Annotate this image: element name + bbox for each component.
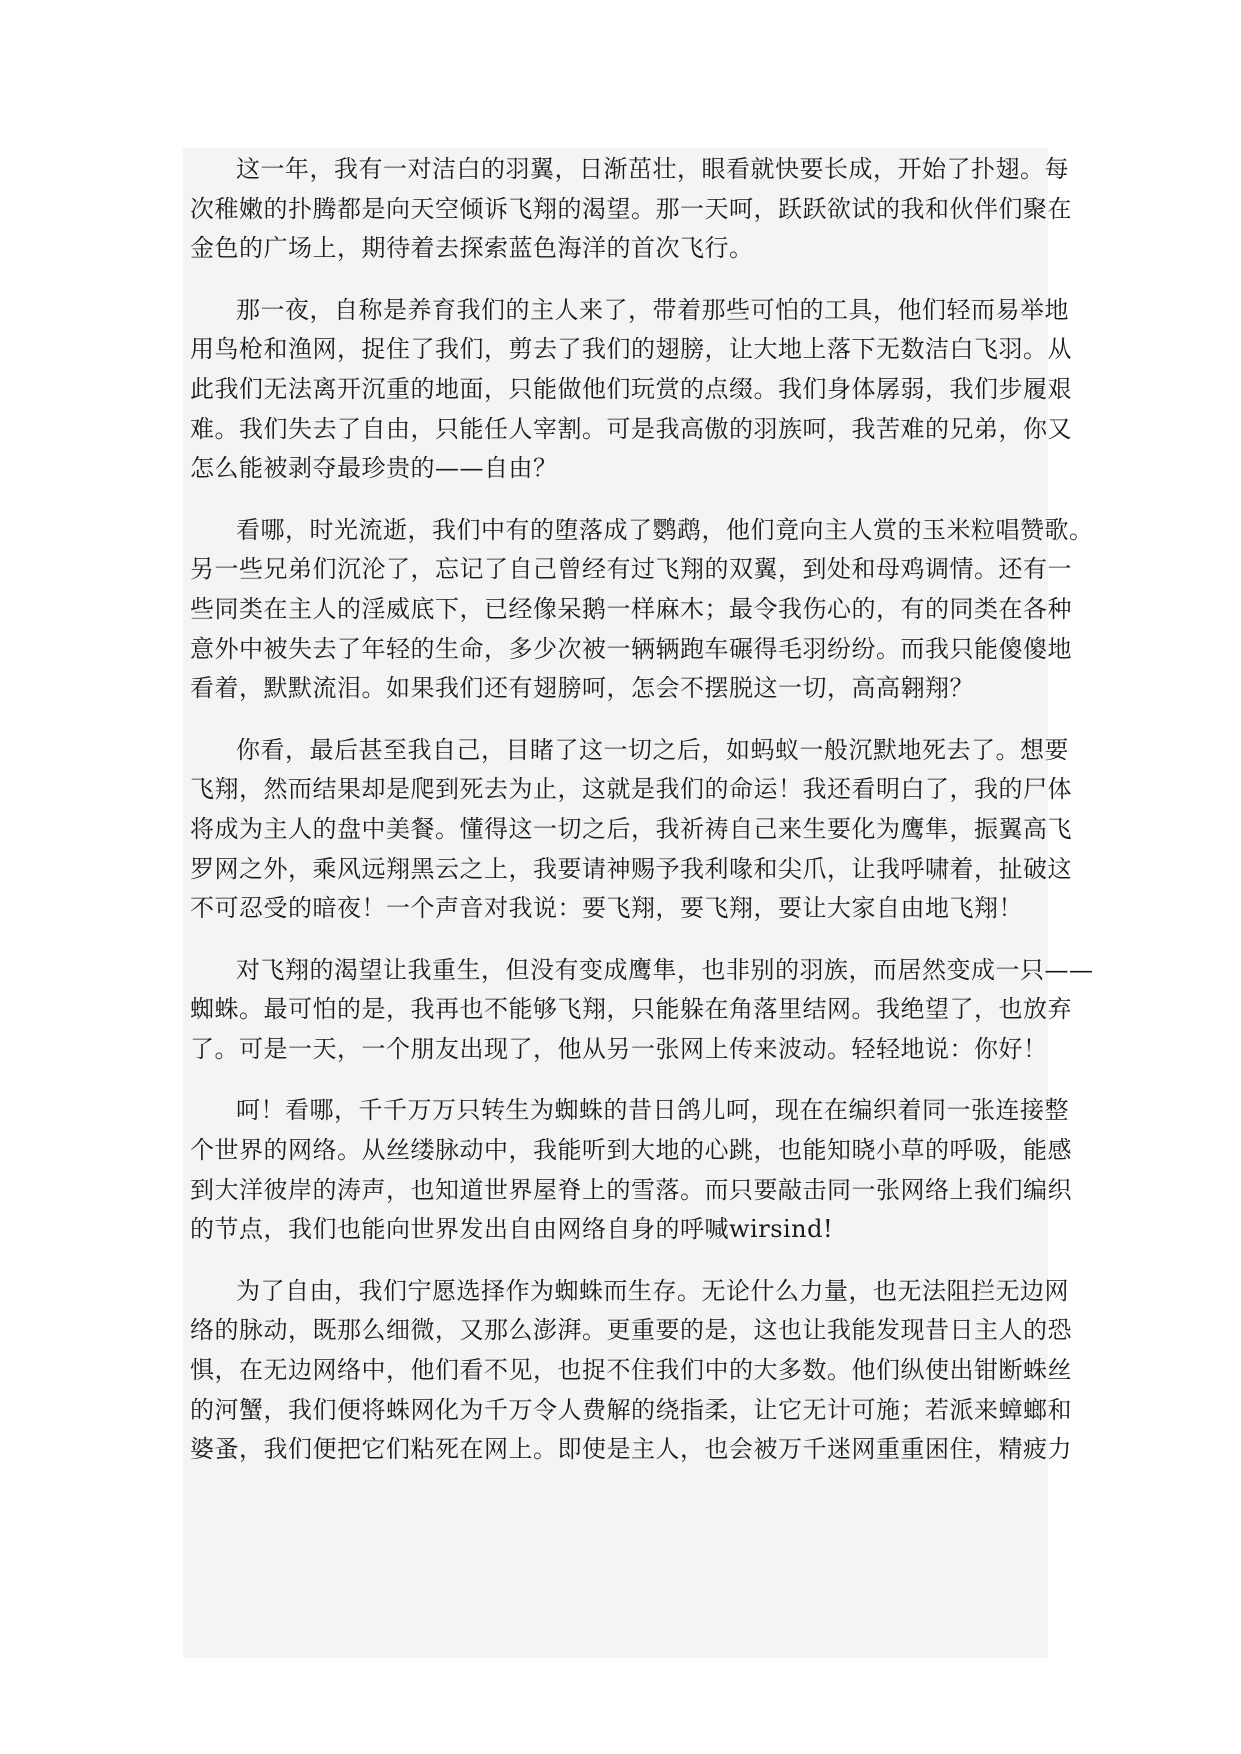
text-line: 对飞翔的渴望让我重生，但没有变成鹰隼，也非别的羽族，而居然变成一只—— — [236, 955, 1094, 984]
text-line: 婆蚤，我们便把它们粘死在网上。即使是主人，也会被万千迷网重重困住，精疲力 — [190, 1435, 1072, 1464]
text-line: 的节点，我们也能向世界发出自由网络自身的呼喊wirsind! — [190, 1215, 834, 1244]
text-line: 罗网之外，乘风远翔黑云之上，我要请神赐予我利喙和尖爪，让我呼啸着，扯破这 — [190, 854, 1072, 883]
text-line: 个世界的网络。从丝缕脉动中，我能听到大地的心跳，也能知晓小草的呼吸，能感 — [190, 1136, 1072, 1165]
text-line: 怎么能被剥夺最珍贵的——自由？ — [190, 454, 558, 483]
text-line: 络的脉动，既那么细微，又那么澎湃。更重要的是，这也让我能发现昔日主人的恐 — [190, 1316, 1072, 1345]
text-line: 用鸟枪和渔网，捉住了我们，剪去了我们的翅膀，让大地上落下无数洁白飞羽。从 — [190, 335, 1072, 364]
text-line: 你看，最后甚至我自己，目睹了这一切之后，如蚂蚁一般沉默地死去了。想要 — [236, 735, 1069, 764]
document-body — [190, 150, 1094, 1492]
text-line: 意外中被失去了年轻的生命，多少次被一辆辆跑车碾得毛羽纷纷。而我只能傻傻地 — [190, 634, 1072, 663]
text-line: 这一年，我有一对洁白的羽翼，日渐茁壮，眼看就快要长成，开始了扑翅。每 — [236, 155, 1069, 183]
paragraph — [190, 511, 1094, 709]
text-line: 看着，默默流泪。如果我们还有翅膀呵，怎会不摆脱这一切，高高翱翔？ — [190, 674, 974, 703]
text-line: 了。可是一天，一个朋友出现了，他从另一张网上传来波动。轻轻地说：你好！ — [190, 1034, 1048, 1063]
paragraph — [190, 150, 1090, 269]
paragraph — [190, 731, 1090, 929]
text-line: 另一些兄弟们沉沦了，忘记了自己曾经有过飞翔的双翼，到处和母鸡调情。还有一 — [190, 555, 1072, 584]
text-line: 此我们无法离开沉重的地面，只能做他们玩赏的点缀。我们身体孱弱，我们步履艰 — [190, 374, 1072, 403]
text-line: 的河蟹，我们便将蛛网化为千万令人费解的绕指柔，让它无计可施；若派来蟑螂和 — [190, 1395, 1072, 1424]
text-line: 飞翔，然而结果却是爬到死去为止，这就是我们的命运！我还看明白了，我的尸体 — [190, 775, 1072, 804]
text-line: 到大洋彼岸的涛声，也知道世界屋脊上的雪落。而只要敲击同一张网络上我们编织 — [190, 1175, 1072, 1204]
text-line: 不可忍受的暗夜！一个声音对我说：要飞翔，要飞翔，要让大家自由地飞翔！ — [190, 894, 1023, 923]
text-line: 看哪，时光流逝，我们中有的堕落成了鹦鹉，他们竟向主人赏的玉米粒唱赞歌。 — [236, 515, 1094, 544]
text-line: 呵！看哪，千千万万只转生为蜘蛛的昔日鸽儿呵，现在在编织着同一张连接整 — [236, 1096, 1069, 1125]
paragraph — [190, 1091, 1090, 1249]
text-line: 些同类在主人的淫威底下，已经像呆鹅一样麻木；最令我伤心的，有的同类在各种 — [190, 594, 1072, 623]
text-line: 那一夜，自称是养育我们的主人来了，带着那些可怕的工具，他们轻而易举地 — [236, 295, 1069, 324]
text-line: 金色的广场上，期待着去探索蓝色海洋的首次飞行。 — [190, 234, 754, 263]
text-line: 惧，在无边网络中，他们看不见，也捉不住我们中的大多数。他们纵使出钳断蛛丝 — [190, 1356, 1072, 1385]
paragraph — [190, 951, 1094, 1070]
paragraph — [190, 291, 1090, 489]
text-line: 蜘蛛。最可怕的是，我再也不能够飞翔，只能躲在角落里结网。我绝望了，也放弃 — [190, 995, 1072, 1024]
paragraph — [190, 1272, 1090, 1470]
text-line: 将成为主人的盘中美餐。懂得这一切之后，我祈祷自己来生要化为鹰隼，振翼高飞 — [190, 814, 1072, 843]
text-line: 难。我们失去了自由，只能任人宰割。可是我高傲的羽族呵，我苦难的兄弟，你又 — [190, 414, 1072, 443]
text-line: 次稚嫩的扑腾都是向天空倾诉飞翔的渴望。那一天呵，跃跃欲试的我和伙伴们聚在 — [190, 194, 1072, 223]
text-line: 为了自由，我们宁愿选择作为蜘蛛而生存。无论什么力量，也无法阻拦无边网 — [236, 1276, 1069, 1305]
